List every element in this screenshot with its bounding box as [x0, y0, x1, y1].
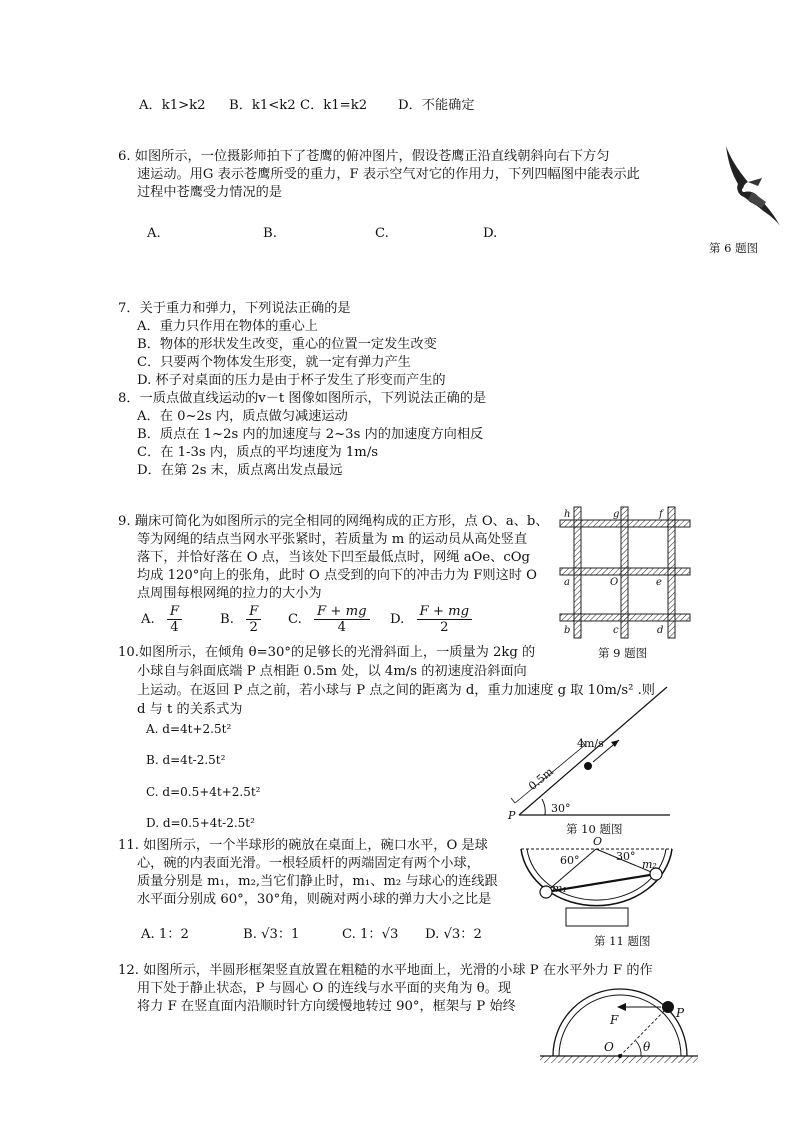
node-e-label: e [656, 577, 662, 588]
q9-c-denominator: 4 [337, 620, 346, 635]
force-f-label: F [610, 1013, 619, 1027]
q10-stem-line3: 上运动。在返回 P 点之前，若小球与 P 点之间的距离为 d，重力加速度 g 取 10m/s² .则 [137, 683, 655, 698]
q11-stem-line2: 心，碗的内表面光滑。一根轻质杆的两端固定有两个小球， [137, 856, 480, 871]
node-c-label: c [613, 625, 619, 636]
q9-stem-line1: 9. 蹦床可简化为如图所示的完全相同的网绳构成的正方形，点 O、a、b、 [118, 514, 549, 529]
q9-stem-line5: 点周围每根网绳的拉力的大小为 [137, 586, 322, 601]
q9-option-d-label: D. [390, 612, 405, 627]
ball-p-label: P [676, 1006, 685, 1020]
node-o-label: O [610, 577, 619, 588]
q9-option-c [288, 604, 370, 635]
q9-caption: 第 9 题图 [598, 646, 648, 660]
m2-label: m₂ [642, 858, 657, 871]
q10-option-b: B. d=4t-2.5t² [146, 753, 226, 767]
q9-option-a [141, 604, 182, 635]
q11-stem-line1: 11. 如图所示，一个半球形的碗放在桌面上，碗口水平，O 是球 [118, 838, 488, 853]
q7-option-d: D. 杯子对桌面的压力是由于杯子发生了形变而产生的 [137, 373, 446, 388]
q6-caption: 第 6 题图 [709, 241, 759, 255]
q8-option-c: C．在 1-3s 内，质点的平均速度为 1m/s [137, 445, 379, 460]
q9-stem-line2: 等为网绳的结点当网水平张紧时，若质量为 m 的运动员从高处竖直 [137, 532, 528, 547]
q6-stem-line2: 速运动。用G 表示苍鹰所受的重力，F 表示空气对它的作用力，下列四幅图中能表示此 [137, 167, 640, 182]
node-h-label: h [564, 509, 571, 520]
q10-option-d: D. d=0.5+4t-2.5t² [146, 816, 255, 830]
q9-stem-line3: 落下，并恰好落在 O 点，当该处下凹至最低点时，网绳 aOe、cOg [137, 550, 531, 565]
q11-option-d: D. √3：2 [425, 927, 482, 942]
q6-option-d: D. [483, 226, 498, 241]
angle-60-label: 60° [560, 854, 580, 867]
q7-option-a: A．重力只作用在物体的重心上 [137, 319, 318, 334]
q7-option-b: B．物体的形状发生改变，重心的位置一定发生改变 [137, 337, 437, 352]
q10-caption: 第 10 题图 [566, 822, 623, 836]
q11-caption: 第 11 题图 [594, 934, 651, 948]
bowl-figure [518, 836, 678, 934]
q9-d-numerator: F + mg [417, 604, 473, 620]
q8-option-b: B．质点在 1~2s 内的加速度与 2~3s 内的加速度方向相反 [137, 427, 484, 442]
node-a-label: a [564, 577, 570, 588]
q9-b-denominator: 2 [249, 620, 258, 635]
eagle-figure [718, 142, 788, 237]
q12-stem-line1: 12. 如图所示，半圆形框架竖直放置在粗糙的水平地面上，光滑的小球 P 在水平外力 F 的作 [118, 963, 653, 978]
q9-option-d [390, 604, 472, 635]
q6-option-c: C. [375, 226, 389, 241]
incline-figure [505, 685, 675, 820]
q11-option-a: A. 1：2 [141, 927, 189, 942]
q9-c-numerator: F + mg [314, 604, 370, 620]
q10-option-a: A. d=4t+2.5t² [146, 722, 232, 736]
q9-b-numerator: F [246, 604, 261, 620]
q6-option-b: B. [263, 226, 277, 241]
q12-stem-line3: 将力 F 在竖直面内沿顺时针方向缓慢地转过 90°，框架与 P 始终 [137, 999, 516, 1014]
theta-label: θ [643, 1040, 651, 1054]
q8-stem: 8．一质点做直线运动的v－t 图像如图所示，下列说法正确的是 [118, 391, 487, 406]
speed-label: 4m/s [577, 737, 604, 750]
q7-option-c: C．只要两个物体发生形变，就一定有弹力产生 [137, 355, 411, 370]
q8-option-d: D．在第 2s 末，质点离出发点最远 [137, 463, 343, 478]
distance-label: 0.5m [526, 765, 556, 793]
q12-stem-line2: 用下处于静止状态，P 与圆心 O 的连线与水平面的夹角为 θ。现 [137, 981, 512, 996]
q6-stem-line1: 6. 如图所示，一位摄影师拍下了苍鹰的俯冲图片，假设苍鹰正沿直线朝斜向右下方匀 [118, 149, 610, 164]
q10-stem-line2: 小球自与斜面底端 P 点相距 0.5m 处，以 4m/s 的初速度沿斜面向 [137, 664, 527, 679]
q9-stem-line4: 均成 120°向上的张角，此时 O 点受到的向下的冲击力为 F则这时 O [137, 568, 537, 583]
q9-d-denominator: 2 [440, 620, 449, 635]
node-g-label: g [613, 509, 620, 520]
m1-label: m₁ [552, 882, 567, 895]
semicircle-frame-figure [537, 985, 702, 1070]
q10-stem-line4: d 与 t 的关系式为 [137, 702, 243, 717]
q5-option-d: D．不能确定 [398, 98, 475, 113]
node-f-label: f [659, 509, 663, 520]
angle-30-label: 30° [616, 850, 636, 863]
q9-option-a-label: A. [141, 612, 155, 627]
q5-option-a: A．k1>k2 [139, 98, 206, 113]
q5-option-b: B．k1<k2 [229, 98, 296, 113]
q9-option-c-label: C. [288, 612, 302, 627]
q11-stem-line3: 质量分别是 m₁，m₂,当它们静止时，m₁、m₂ 与球心的连线跟 [137, 874, 498, 889]
q9-a-denominator: 4 [170, 620, 179, 635]
q6-stem-line3: 过程中苍鹰受力情况的是 [137, 185, 283, 200]
node-d-label: d [657, 625, 664, 636]
q11-option-c: C. 1：√3 [342, 927, 399, 942]
angle-label: 30° [551, 802, 571, 815]
q10-stem-line1: 10.如图所示，在倾角 θ=30°的足够长的光滑斜面上，一质量为 2kg 的 [118, 645, 536, 660]
node-b-label: b [564, 625, 571, 636]
q11-option-b: B. √3：1 [243, 927, 300, 942]
q11-stem-line4: 水平面分别成 60°，30°角，则碗对两小球的弹力大小之比是 [137, 892, 492, 907]
q10-option-c: C. d=0.5+4t+2.5t² [146, 785, 261, 799]
center-o-label: O [593, 835, 603, 848]
q9-option-b [220, 604, 261, 635]
point-p-label: P [508, 809, 516, 822]
q9-a-numerator: F [167, 604, 182, 620]
q8-option-a: A．在 0~2s 内，质点做匀减速运动 [137, 409, 348, 424]
trampoline-net-figure [558, 505, 693, 640]
q7-stem: 7．关于重力和弹力，下列说法正确的是 [118, 301, 351, 316]
center-o-label-q12: O [604, 1040, 614, 1054]
q5-option-c: C．k1=k2 [300, 98, 368, 113]
q6-option-a: A. [147, 226, 161, 241]
q9-option-b-label: B. [220, 612, 234, 627]
